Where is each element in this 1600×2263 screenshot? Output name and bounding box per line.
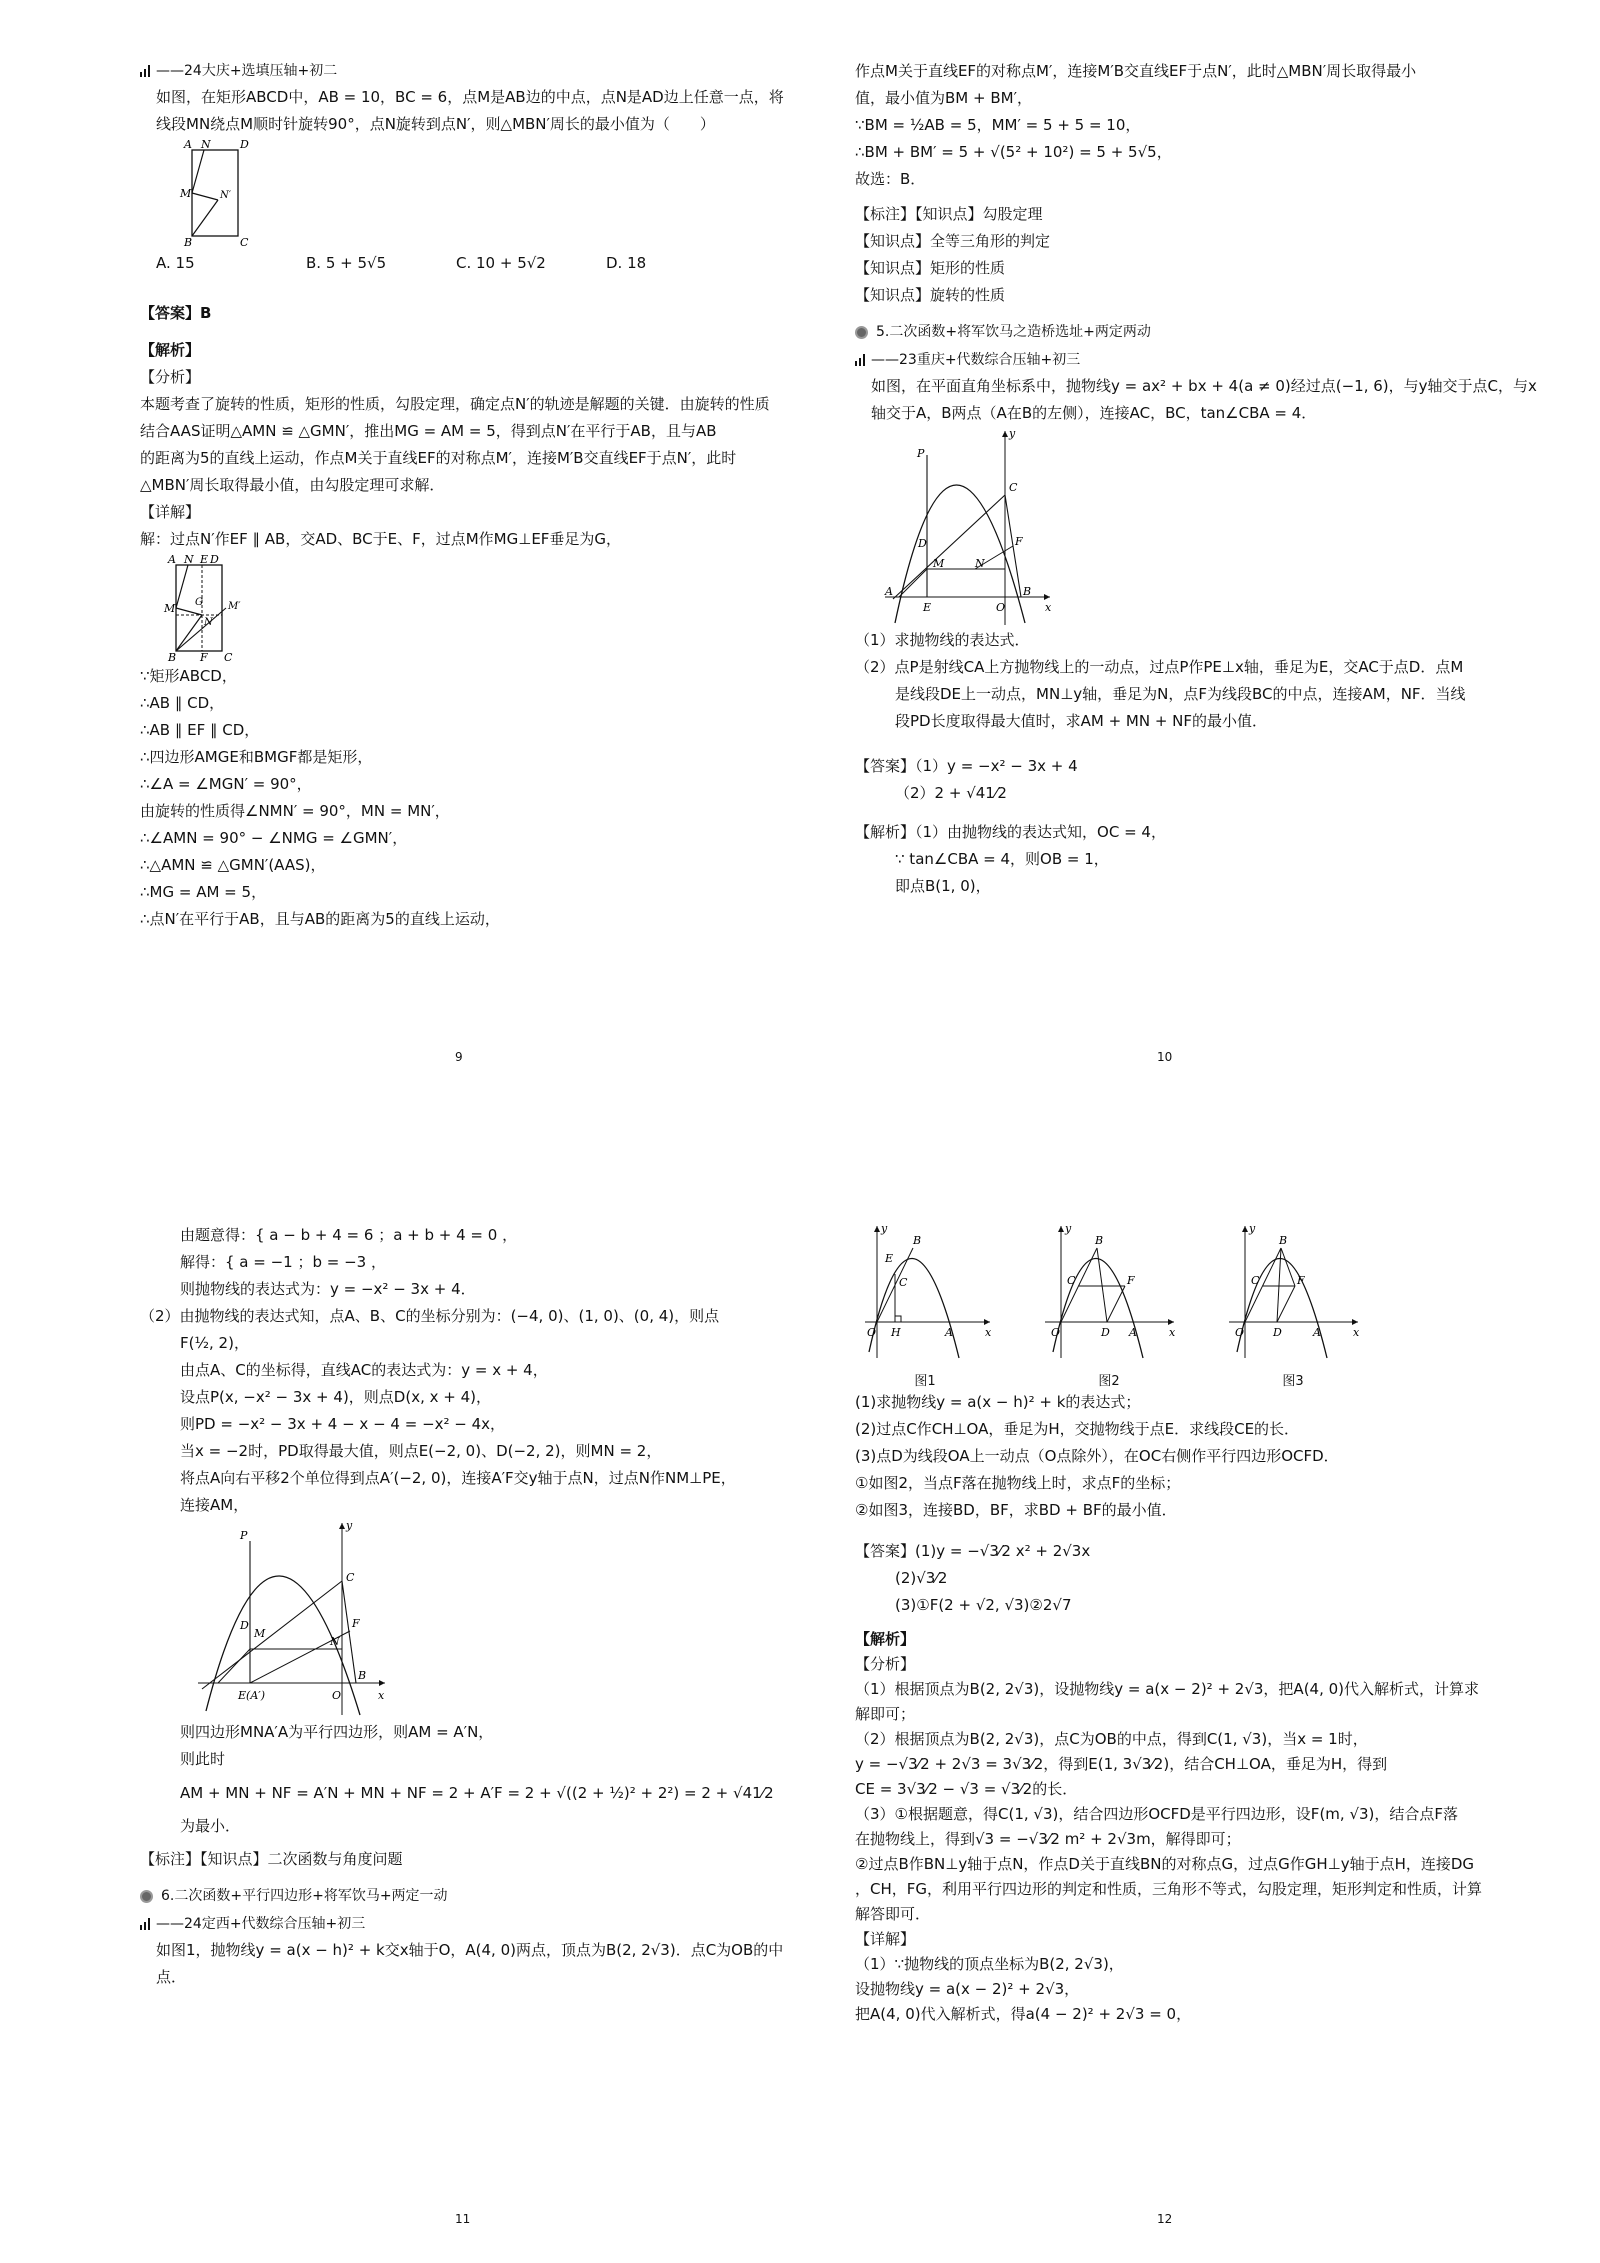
label-x: x [1169,1326,1176,1339]
label-a: A [168,553,176,566]
caption-figure-2: 图2 [1098,1374,1120,1389]
label-d: D [240,1619,249,1632]
signal-bars-icon [140,1918,150,1930]
label-c: C [1251,1274,1260,1287]
problem-header: ——24大庆+选填压轴+初二 [140,58,860,84]
label-c: C [1067,1274,1076,1287]
label-x: x [1353,1326,1360,1339]
caption-figure-3: 图3 [1282,1374,1304,1389]
label-d: D [210,553,219,566]
section-title: 6.二次函数+平行四边形+将军饮马+两定一动 [140,1881,860,1911]
label-f: F [352,1617,360,1630]
page-number-10: 10 [1157,1050,1173,1064]
label-a: A [945,1326,953,1339]
label-y: y [346,1519,353,1532]
label-n: N [201,138,211,151]
label-n: N [330,1635,340,1648]
label-m-prime: M′ [228,601,241,612]
label-a: A [885,585,893,598]
label-y: y [1065,1222,1072,1235]
label-a: A [184,138,192,151]
label-b: B [184,236,193,248]
parabola-figure [190,1519,390,1719]
label-d: D [1101,1326,1110,1339]
label-b: B [1095,1234,1104,1247]
label-d: D [1273,1326,1282,1339]
label-a: A [1313,1326,1321,1339]
label-m: M [180,187,192,200]
label-f: F [1015,535,1023,548]
label-c: C [1009,481,1018,494]
label-g: G [195,597,203,608]
label-o: O [1235,1326,1245,1339]
signal-bars-icon [140,65,150,77]
label-c: C [240,236,249,248]
option-a: A. 15 [156,254,195,272]
label-o: O [867,1326,877,1339]
label-m: M [254,1627,266,1640]
label-y: y [1249,1222,1256,1235]
caption-figure-1: 图1 [914,1374,936,1389]
page-number-9: 9 [455,1050,463,1064]
label-c: C [346,1571,355,1584]
label-b: B [168,651,177,663]
page-number-11: 11 [455,2212,471,2226]
label-o: O [332,1689,342,1702]
label-y: y [1009,427,1016,440]
label-d: D [240,138,249,151]
label-f: F [1127,1274,1135,1287]
answer: 【答案】(1)y = −√3⁄2 x² + 2√3x [855,1542,1091,1560]
xiangjie-title: 【详解】 [140,503,201,521]
label-f: F [1297,1274,1305,1287]
answer: 【答案】B [140,304,212,322]
label-n: N [184,553,194,566]
label-n-prime: N′ [220,190,232,201]
label-x: x [985,1326,992,1339]
option-d: D. 18 [606,254,647,272]
answer-options [140,248,860,278]
parabola-figure [875,427,1055,627]
label-b: B [1023,585,1032,598]
signal-bars-icon [855,354,865,366]
option-c: C. 10 + 5√2 [456,254,546,272]
figure-1 [855,1222,995,1389]
fenxi-title: 【分析】 [140,368,201,386]
label-p: P [240,1529,248,1542]
analysis-title: 【解析】 [140,341,201,359]
page-number-12: 12 [1157,2212,1173,2226]
figure-3 [1223,1222,1363,1389]
label-h: H [891,1326,901,1339]
question-text: 如图，在矩形ABCD中，AB = 10，BC = 6，点M是AB边的中点，点N是AD边上任意一点，将 线段MN绕点M顺时针旋转90°，点N旋转到点N′，则△MBN′周长的最小值为（ ） [156,88,784,133]
label-b: B [358,1669,367,1682]
rectangle-figure-2 [154,553,274,663]
label-o: O [996,601,1006,614]
label-m: M [933,557,945,570]
label-a: A [1129,1326,1137,1339]
label-c: C [224,651,233,663]
label-x: x [378,1689,385,1702]
answer: 【答案】（1）y = −x² − 3x + 4 [855,757,1078,775]
problem-header: ——23重庆+代数综合压轴+初三 [855,347,1575,373]
section-bullet-icon [855,326,868,339]
option-b: B. 5 + 5√5 [306,254,387,272]
page-12: y x B E C O H A 图1 y x B C F O D A 图2 y x B C F O D A 图3 (1)求抛物线y = a(x − h)² + k的表达式； (2)过点C作CH⊥OA，垂足为H，交抛物线于点E．求线段CE的长． (3)点D为线段OA上一动点（O点除外），在OC右侧作平行四边形OCFD． ①如图2，当点F落在抛物线上时，求点F的坐标； ②如图3，连接BD，BF，求BD + BF的最小值． 【答案】(1)y = −√3⁄2 x² + 2√3x (2)√3⁄2 (3)①F(2 + √2, √3)②2√7 【解析】 【分析】 （1）根据顶点为B(2, 2√3)，设抛物线y = a(x − 2)² + 2√3，把A(4, 0)代入解析式，计算求 解即可； （2）根据顶点为B(2, 2√3)，点C为OB的中点，得到C(1, √3)，当x = 1时， y = −√3⁄2 + 2√3 = 3√3⁄2，得到E(1, 3√3⁄2)，结合CH⊥OA，垂足为H，得到 CE = 3√3⁄2 − √3 = √3⁄2的长． （3）①根据题意，得C(1, √3)，结合四边形OCFD是平行四边形，设F(m, √3)，结合点F落 在抛物线上，得到√3 = −√3⁄2 m² + 2√3m，解得即可； ②过点B作BN⊥y轴于点N，作点D关于直线BN的对称点G，过点G作GH⊥y轴于点H，连接DG ，CH，FG，利用平行四边形的判定和性质，三角形不等式，勾股定理，矩形判定和性质，计算 解答即可． 【详解】 （1）∵抛物线的顶点坐标为B(2, 2√3)， 设抛物线y = a(x − 2)² + 2√3， 把A(4, 0)代入解析式，得a(4 − 2)² + 2√3 = 0， [855,1222,1575,2027]
label-y: y [881,1222,888,1235]
label-m: M [164,602,176,615]
label-n: N [975,557,985,570]
label-e: E [923,601,932,614]
label-x: x [1045,601,1052,614]
label-p: P [917,447,925,460]
figure-2 [1039,1222,1179,1389]
label-b: B [913,1234,922,1247]
section-bullet-icon [140,1890,153,1903]
section-title: 5.二次函数+将军饮马之造桥选址+两定两动 [855,317,1575,347]
figure-row [855,1222,1575,1389]
label-e-a-prime: E(A′) [238,1689,266,1702]
label-c: C [899,1276,908,1289]
label-b: B [1279,1234,1288,1247]
label-d: D [918,537,927,550]
page-11: 由题意得：{ a − b + 4 = 6 ；a + b + 4 = 0 ， 解得：{ a = −1 ；b = −3 ， 则抛物线的表达式为：y = −x² − 3x + 4． （2）由抛物线的表达式知，点A、B、C的坐标分别为：(−4, 0)、(1, 0)、(0, 4)，则点 F(½, 2)， 由点A、C的坐标得，直线AC的表达式为：y = x + 4， 设点P(x, −x² − 3x + 4)，则点D(x, x + 4)， 则PD = −x² − 3x + 4 − x − 4 = −x² − 4x， 当x = −2时，PD取得最大值，则点E(−2, 0)、D(−2, 2)，则MN = 2， 将点A向右平移2个单位得到点A′(−2, 0)，连接A′F交y轴于点N，过点N作NM⊥PE， 连接AM， y x P C D M F N E(A′) O B 则四边形MNA′A为平行四边形，则AM = A′N， 则此时 AM + MN + NF = A′N + MN + NF = 2 + A′F = 2 + √((2 + ½)² + 2²) = 2 + √41⁄2 为最小． 【标注】【知识点】二次函数与角度问题 6.二次函数+平行四边形+将军饮马+两定一动 ——24定西+代数综合压轴+初三 如图1，抛物线y = a(x − h)² + k交x轴于O，A(4, 0)两点，顶点为B(2, 2√3)．点C为OB的中 点． [140,1222,860,1991]
rectangle-figure-1 [160,138,270,248]
label-n-prime: N′ [204,617,216,628]
problem-header: ——24定西+代数综合压轴+初三 [140,1911,860,1937]
label-e: E [885,1252,894,1265]
label-f: F [200,651,208,663]
label-o: O [1051,1326,1061,1339]
page-9: ——24大庆+选填压轴+初二 如图，在矩形ABCD中，AB = 10，BC = 6，点M是AB边的中点，点N是AD边上任意一点，将 线段MN绕点M顺时针旋转90°，点N旋转到点N′，则△MBN′周长的最小值为（ ） A N D M N′ B C A. 15 B. 5 + 5√5 C. 10 + 5√2 D. 18 【答案】B 【解析】 【分析】 本题考查了旋转的性质，矩形的性质，勾股定理，确定点N′的轨迹是解题的关键．由旋转的性质 结合AAS证明△AMN ≌ △GMN′，推出MG = AM = 5，得到点N′在平行于AB，且与AB 的距离为5的直线上运动，作点M关于直线EF的对称点M′，连接M′B交直线EF于点N′，此时 △MBN′周长取得最小值，由勾股定理可求解． 【详解】 解：过点N′作EF ∥ AB，交AD、BC于E、F，过点M作MG⊥EF垂足为G， A N E D M G M′ N′ B F C ∵矩形ABCD， ∴AB ∥ CD， ∴AB ∥ EF ∥ CD， ∴四边形AMGE和BMGF都是矩形， ∴∠A = ∠MGN′ = 90°， 由旋转的性质得∠NMN′ = 90°，MN = MN′， ∴∠AMN = 90° − ∠NMG = ∠GMN′， ∴△AMN ≌ △GMN′(AAS)， ∴MG = AM = 5， ∴点N′在平行于AB，且与AB的距离为5的直线上运动， [140,58,860,933]
label-e: E [200,553,209,566]
page-10: 作点M关于直线EF的对称点M′，连接M′B交直线EF于点N′，此时△MBN′周长取得最小 值，最小值为BM + BM′， ∵BM = ½AB = 5，MM′ = 5 + 5 = 10， ∴BM + BM′ = 5 + √(5² + 10²) = 5 + 5√5， 故选：B． 【标注】【知识点】勾股定理 【知识点】全等三角形的判定 【知识点】矩形的性质 【知识点】旋转的性质 5.二次函数+将军饮马之造桥选址+两定两动 ——23重庆+代数综合压轴+初三 如图，在平面直角坐标系中，抛物线y = ax² + bx + 4(a ≠ 0)经过点(−1, 6)，与y轴交于点C，与x 轴交于A，B两点（A在B的左侧），连接AC，BC，tan∠CBA = 4． y x P C D F M N A E O B （1）求抛物线的表达式． （2）点P是射线CA上方抛物线上的一动点，过点P作PE⊥x轴，垂足为E，交AC于点D．点M 是线段DE上一动点，MN⊥y轴，垂足为N，点F为线段BC的中点，连接AM，NF．当线 段PD长度取得最大值时，求AM + MN + NF的最小值． 【答案】（1）y = −x² − 3x + 4 （2）2 + √41⁄2 【解析】（1）由抛物线的表达式知，OC = 4， ∵ tan∠CBA = 4，则OB = 1， 即点B(1, 0)， [855,58,1575,900]
